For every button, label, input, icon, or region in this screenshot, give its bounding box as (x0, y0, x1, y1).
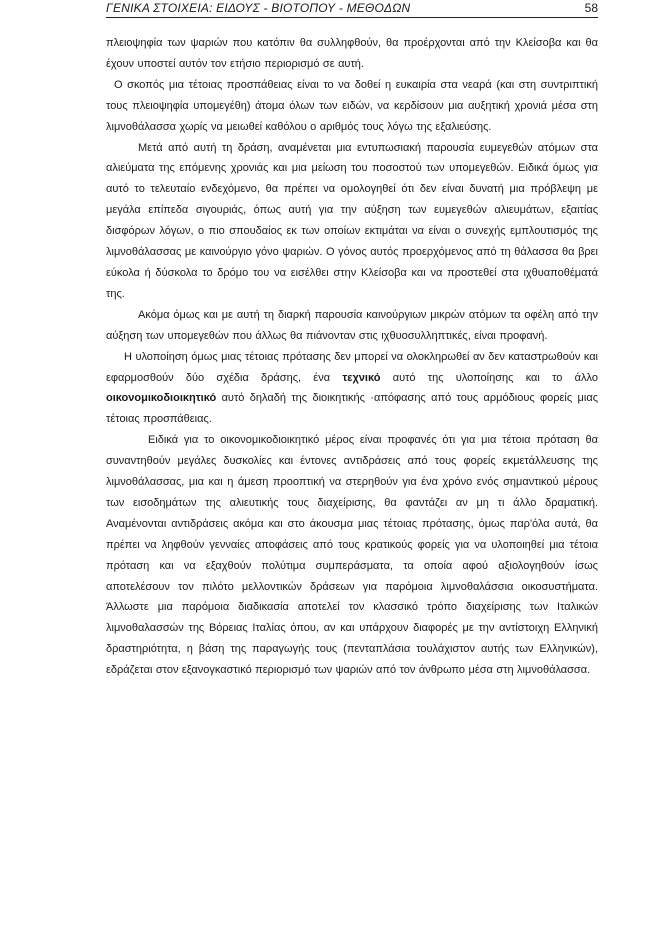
paragraph-economic-part: Ειδικά για το οικονομικοδιοικητικό μέρος είναι προφανές ότι για μια τέτοια πρόταση θα συναντηθούν μεγάλες δυσκολίες και έντονες αντιδράσεις από τους φορείς εκμετάλλευσης της λιμνοθάλασσας, μια και η άμεση προοπτική να στερηθούν για ένα χρόνο ενός σημαντικού μέρους των εισοδημάτων της αλιευτικής τους διαχείρισης, θα φαντάζει αν μη τι άλλο δραματική. Αναμένονται αντιδράσεις ακόμα και στο άκουσμα μιας τέτοιας πρότασης, όμως παρ'όλα αυτά, θα πρέπει να ληφθούν γενναίες αποφάσεις από τους κρατικούς φορείς για να υλοποιηθεί μια τέτοια πρόταση και να εξαχθούν πολύτιμα συμπεράσματα, τα οποία αφού αξιολογηθούν ίσως αποτελέσουν τον πιλότο μελλοντικών δράσεων για παρόμοια λιμνοθαλάσσια οικοσυστήματα. Άλλωστε μια παρόμοια διαδικασία αποτελεί τον κλασσικό τρόπο διαχείρισης των Ιταλικών λιμνοθαλασσών της Βόρειας Ιταλίας όπου, αν και υπάρχουν διαφορές με την αντίστοιχη Ελληνική δραστηριότητα, η βάση της παραγωγής τους (πενταπλάσια τουλάχιστον αυτής των Ελληνικών), εδράζεται στον εξανογκαστικό περιορισμό των ψαριών από τον άνθρωπο μέσα στη λιμνοθάλασσα. (106, 434, 598, 677)
paragraph-implementation (106, 347, 598, 431)
bold-term-technical: τεχνικό (342, 371, 381, 384)
paragraph-purpose: Ο σκοπός μια τέτοιας προσπάθειας είναι το να δοθεί η ευκαιρία στα νεαρά (και στη συντριπτική τους πλειοψηφία υπομεγέθη) άτομα όλων των ειδών, να κερδίσουν μια αυξητική χρονιά μέσα στη λιμνοθάλασσα χωρίς να μειωθεί καθόλου ο αριθμός τους λόγω της εξαλιεύσης. (106, 78, 598, 133)
paragraph-expectation: Μετά από αυτή τη δράση, αναμένεται μια εντυπωσιακή παρουσία ευμεγεθών ατόμων στα αλιεύματα της επόμενης χρονιάς και μια μείωση του ποσοστού των υπομεγεθών. Ειδικά όμως για αυτό το τελευταίο ενδεχόμενο, θα πρέπει να ομολογηθεί ότι δεν είναι δυνατή μια πρόβλεψη με μεγάλα επίπεδα σιγουριάς, όπως αυτή για την αύξηση των ευμεγεθών αλιευμάτων, εξαιτίας δισφόρων λόγων, ο πιο σπουδαίος εκ των οποίων εκτιμάται να είναι ο συνεχής εμπλουτισμός της λιμνοθάλασσας με καινούργιο γόνο ψαριών. Ο γόνος αυτός προερχόμενος από τη θάλασσα θα βρει εύκολα ή δύσκολα το δρόμο του να εισέλθει στην Κλείσοβα και να προστεθεί στα ιχθυαποθέματά της. (106, 141, 598, 300)
page-header (106, 1, 598, 18)
page-number: 58 (584, 1, 598, 15)
running-title: ΓΕΝΙΚΑ ΣΤΟΙΧΕΙΑ: ΕΙΔΟΥΣ - ΒΙΟΤΟΠΟΥ - ΜΕΘΟΔΩΝ (106, 1, 411, 15)
paragraph-benefits: Ακόμα όμως και με αυτή τη διαρκή παρουσία καινούργιων μικρών ατόμων τα οφέλη από την αύξηση των υπομεγεθών που άλλως θα πιάνονταν στις ιχθυοσυλληπτικές, είναι προφανή. (106, 308, 598, 342)
bold-term-economic-administrative: οικονομικοδιοικητικό (106, 392, 217, 405)
text-run: αυτό δηλαδή της διοικητικής ·απόφασης από τους αρμόδιους φορείς μιας τέτοιας προσπάθειας. (106, 392, 598, 426)
paragraph-continuation: πλειοψηφία των ψαριών που κατόπιν θα συλληφθούν, θα προέρχονται από την Κλείσοβα και θα έχουν υποστεί αυτόν τον ετήσιο περιορισμό σε αυτή. (106, 37, 598, 70)
text-run: Η υλοποίηση όμως μιας τέτοιας πρότασης δεν μπορεί να ολοκληρωθεί αν δεν καταστρωθούν και εφαρμοσθούν δύο σχέδια δράσης, ένα (106, 350, 598, 384)
body-text (106, 33, 598, 681)
text-run: αυτό της υλοποίησης και το άλλο (380, 371, 598, 384)
